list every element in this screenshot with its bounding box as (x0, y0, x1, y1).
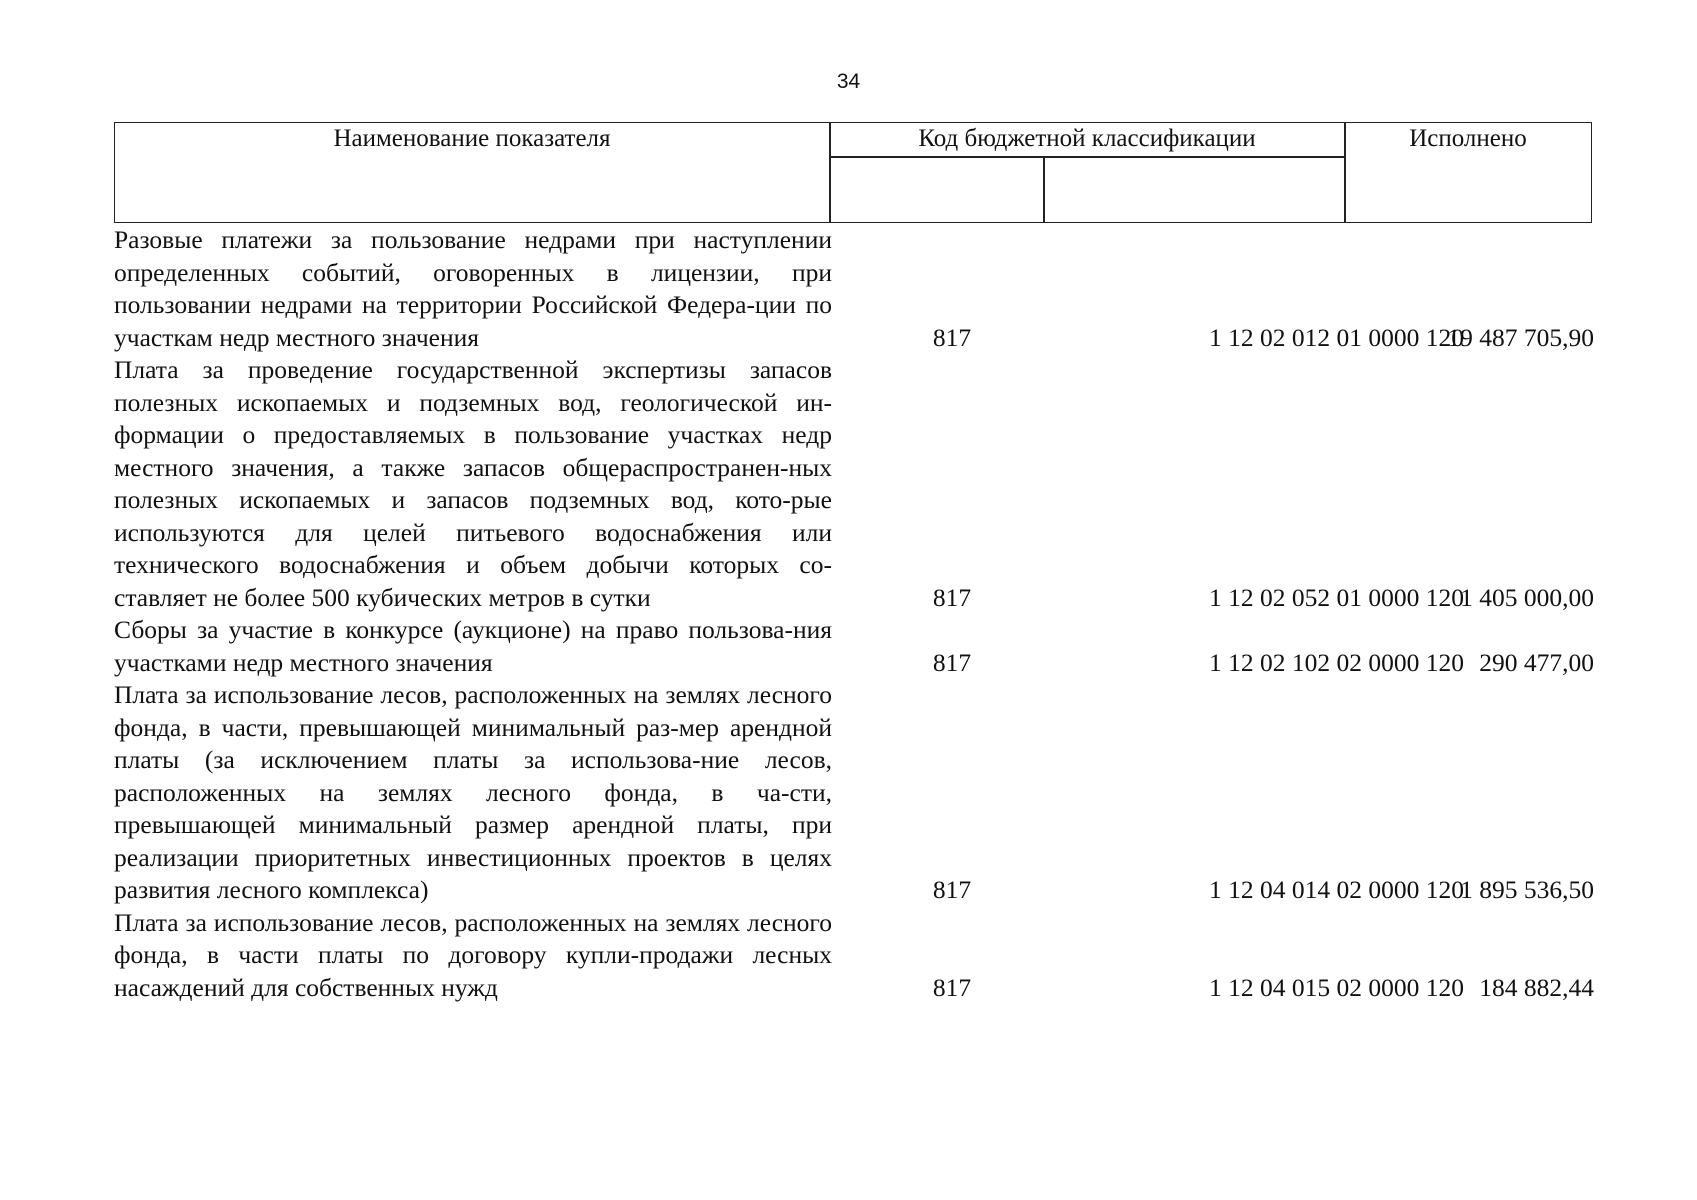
admin-code: 817 (932, 972, 972, 1002)
table-row (114, 224, 1594, 354)
indicator-name: Плата за использование лесов, расположенных на землях лесного фонда, в части, превышающей минимальный раз-мер арендной платы (за исключением платы за использова-ние лесов, расположенных на землях лесного фонда, в ча-сти, превышающей минимальный размер арендной платы, при реализации приоритетных инвестиционных проектов в целях развития лесного комплекса) (114, 680, 832, 904)
table-body (114, 224, 1594, 1004)
table-header (114, 122, 1592, 223)
admin-code: 817 (932, 322, 972, 352)
header-divider (1043, 156, 1045, 222)
indicator-name: Плата за проведение государственной экспертизы запасов полезных ископаемых и подземных вод, геологической ин-формации о предоставляемых в пользование участках недр местного значения, а также запасов общераспространен-ных полезных ископаемых и запасов подземных вод, кото-рые используются для целей питьевого водоснабжения или технического водоснабжения и объем добычи которых со-ставляет не более 500 кубических метров в сутки (114, 355, 832, 612)
budget-class-code: 1 12 04 015 02 0000 120 (1209, 972, 1464, 1002)
admin-code: 817 (932, 875, 972, 904)
header-subdivider (829, 156, 1345, 158)
header-code-label: Код бюджетной классификации (918, 125, 1256, 152)
table-row (114, 679, 1594, 907)
budget-class-code: 1 12 02 052 01 0000 120 (1209, 582, 1464, 612)
amount-executed: 290 477,00 (1479, 647, 1594, 677)
page-number: 34 (836, 70, 861, 93)
budget-class-code: 1 12 04 014 02 0000 120 (1209, 875, 1464, 904)
table-row (114, 614, 1594, 679)
amount-executed: 184 882,44 (1479, 972, 1594, 1002)
amount-executed: 1 405 000,00 (1460, 582, 1594, 612)
indicator-name: Разовые платежи за пользование недрами при наступлении определенных событий, оговоренных в лицензии, при пользовании недрами на территории Российской Федера-ции по участкам недр местного значения (114, 225, 832, 352)
table-row (114, 907, 1594, 1005)
indicator-name: Сборы за участие в конкурсе (аукционе) на право пользова-ния участками недр местного значения (114, 615, 832, 677)
table-row (114, 354, 1594, 614)
header-divider (829, 123, 831, 222)
header-name-label: Наименование показателя (333, 125, 611, 152)
budget-class-code: 1 12 02 012 01 0000 120 (1209, 322, 1464, 352)
indicator-name: Плата за использование лесов, расположенных на землях лесного фонда, в части платы по договору купли-продажи лесных насаждений для собственных нужд (114, 907, 832, 1002)
admin-code: 817 (932, 582, 972, 612)
header-done-label: Исполнено (1409, 125, 1527, 152)
admin-code: 817 (932, 647, 972, 677)
amount-executed: 19 487 705,90 (1447, 322, 1594, 352)
budget-class-code: 1 12 02 102 02 0000 120 (1209, 647, 1464, 677)
amount-executed: 1 895 536,50 (1460, 875, 1594, 904)
header-divider (1344, 123, 1346, 222)
